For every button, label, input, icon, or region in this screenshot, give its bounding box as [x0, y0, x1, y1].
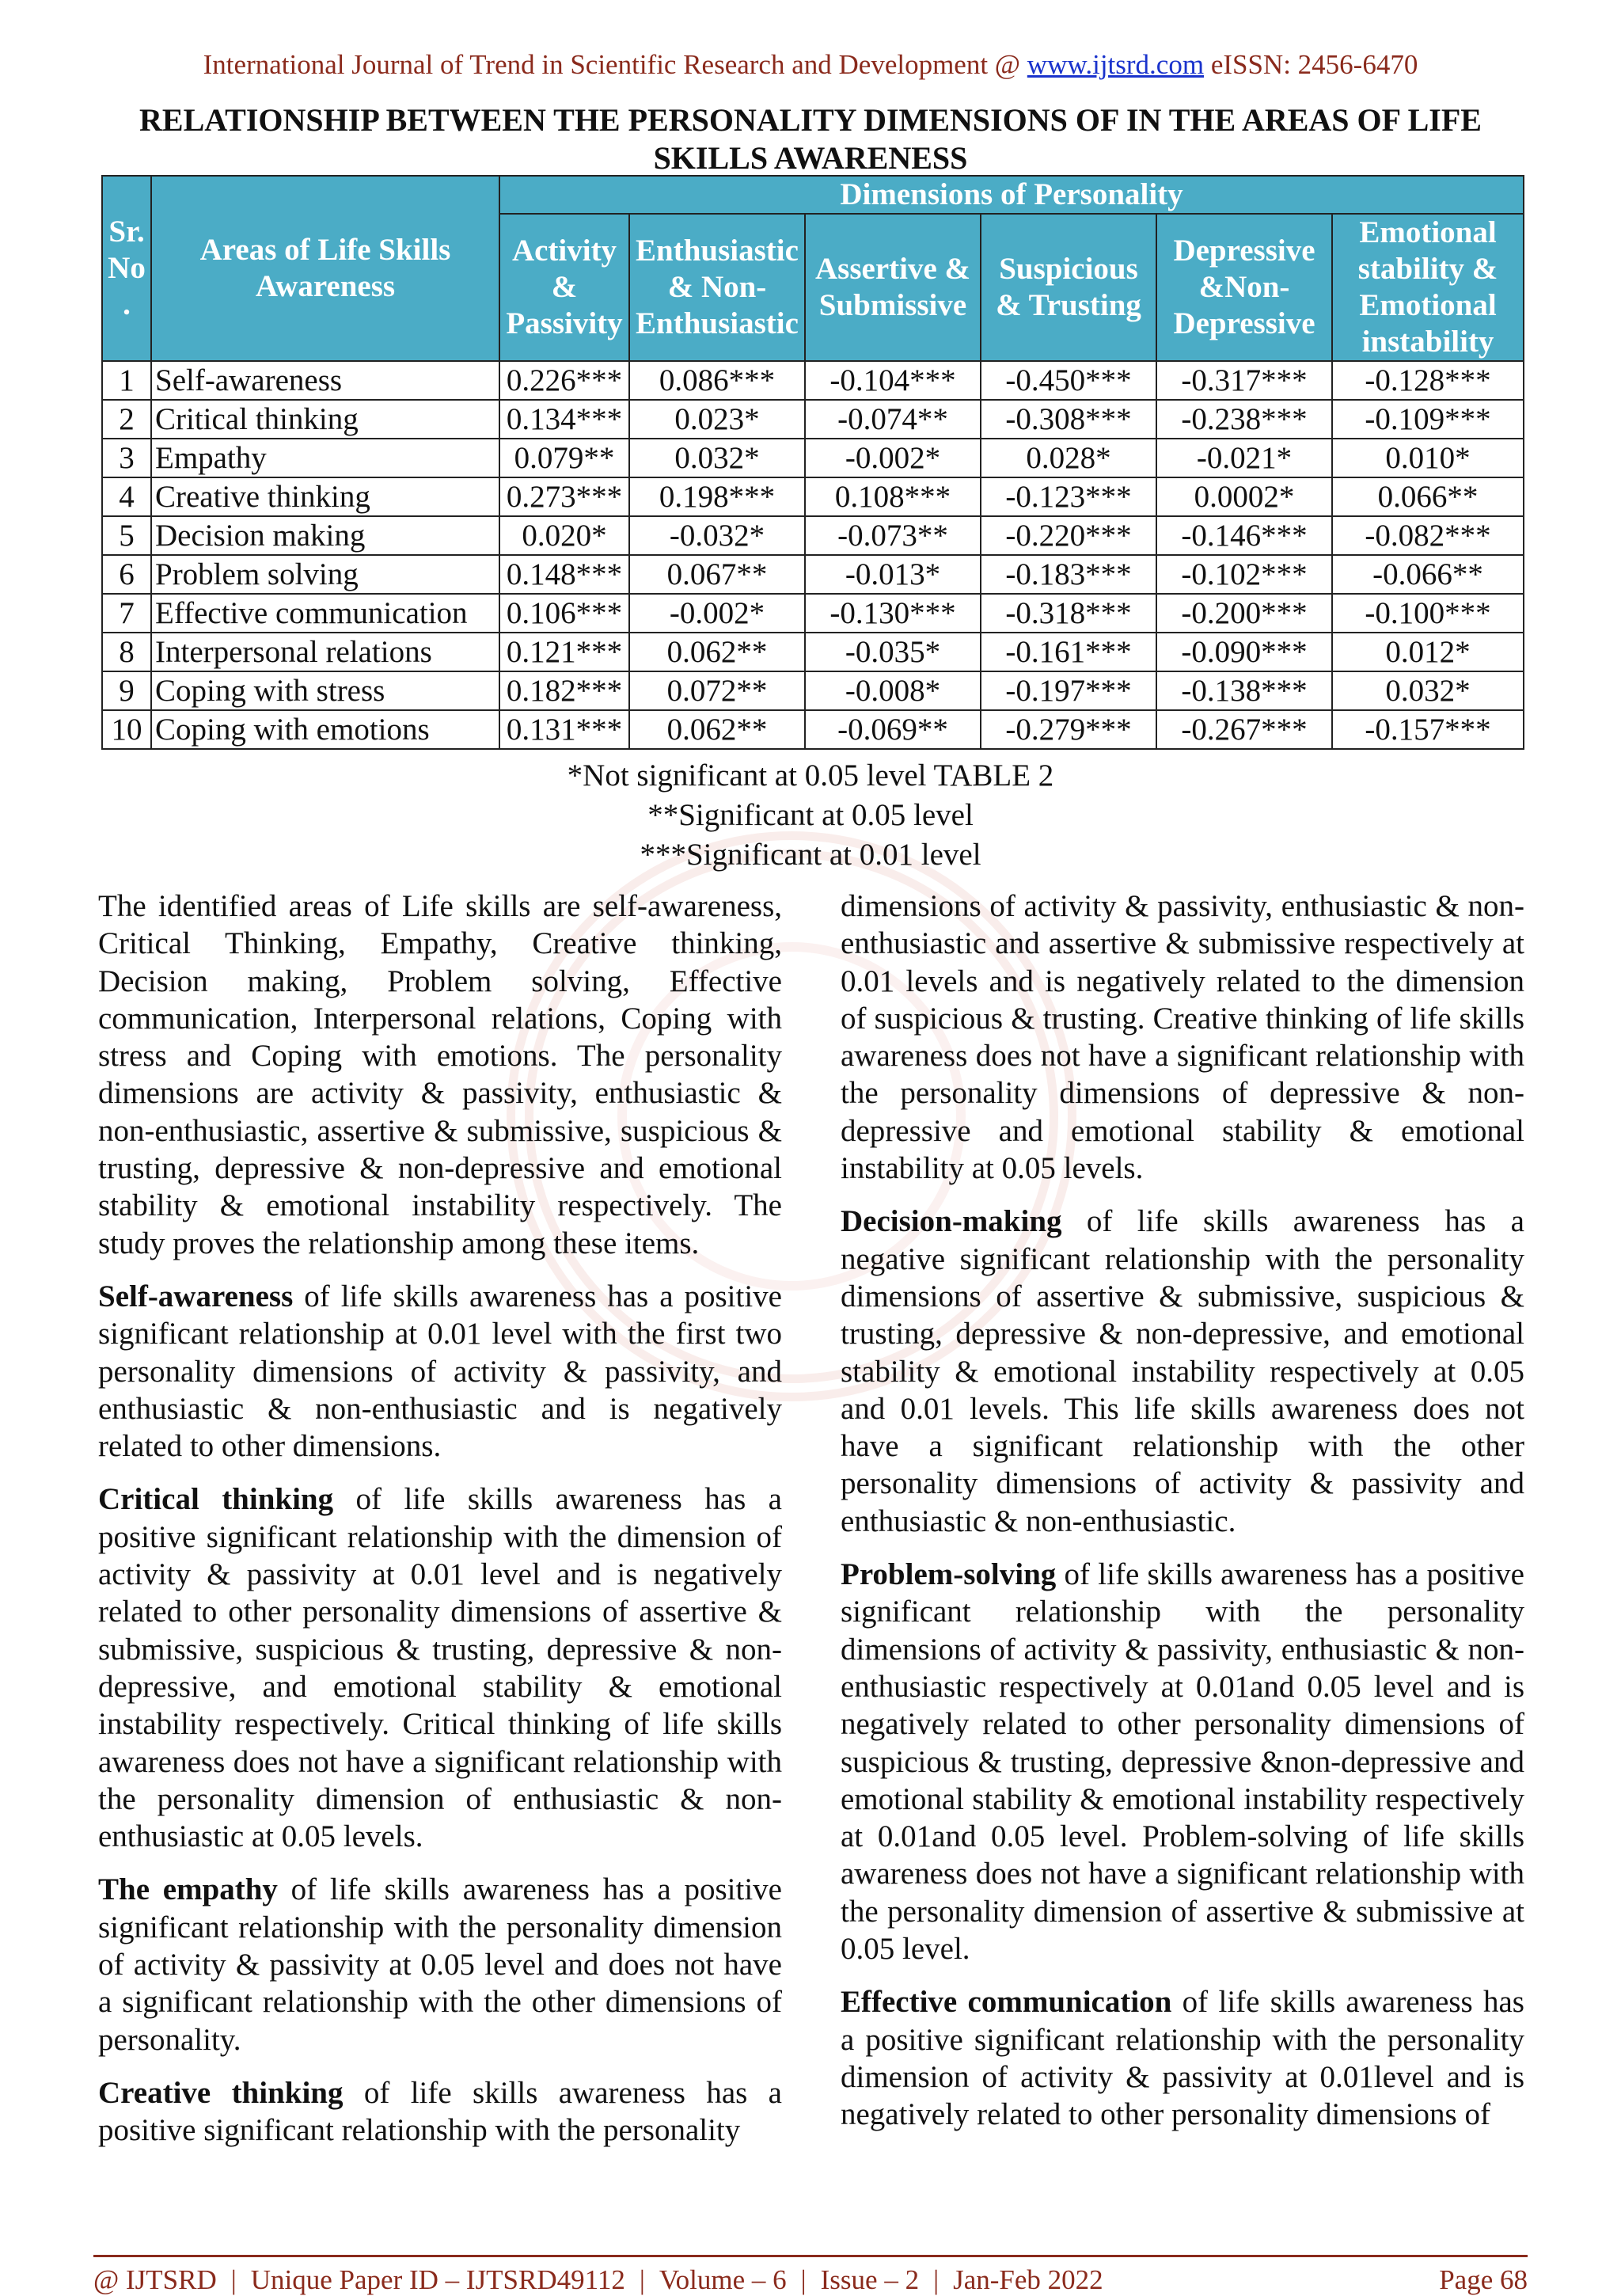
- cell-correlation: -0.308***: [981, 400, 1156, 439]
- paragraph-text: The identified areas of Life skills are self-awareness, Critical Thinking, Empathy, Creative thinking, Decision making, Problem solving, Effective communication, Interpersonal relations, Coping with stress and Coping with emotions. The personality dimensions are activity & passivity, enthusiastic & non-enthusiastic, assertive & submissive, suspicious & trusting, depressive & non-depressive and emotional stability & emotional instability respectively. The study proves the relationship among these items.: [98, 889, 782, 1260]
- cell-srno: 5: [102, 516, 151, 555]
- table-row: [102, 516, 1524, 555]
- cell-correlation: 0.121***: [499, 633, 629, 671]
- cell-correlation: 0.106***: [499, 594, 629, 633]
- cell-correlation: -0.157***: [1332, 710, 1524, 749]
- correlation-table: [101, 175, 1524, 750]
- paragraph-lead-term: Creative thinking: [98, 2075, 344, 2110]
- cell-correlation: -0.238***: [1156, 400, 1332, 439]
- table-row: [102, 400, 1524, 439]
- cell-correlation: 0.108***: [805, 477, 981, 516]
- cell-correlation: 0.062**: [629, 633, 805, 671]
- cell-area: Coping with emotions: [151, 710, 499, 749]
- cell-correlation: -0.074**: [805, 400, 981, 439]
- cell-correlation: 0.020*: [499, 516, 629, 555]
- paragraph-text: of life skills awareness has a positive significant relationship at 0.01 level with the first two personality dimensions of activity & passivity, and enthusiastic & non-enthusiastic and is negatively related to other dimensions.: [98, 1279, 782, 1464]
- cell-correlation: -0.450***: [981, 361, 1156, 400]
- body-paragraph: [841, 888, 1524, 1187]
- table-row: [102, 555, 1524, 594]
- cell-correlation: -0.123***: [981, 477, 1156, 516]
- cell-correlation: 0.086***: [629, 361, 805, 400]
- paragraph-text: dimensions of activity & passivity, enthusiastic & non-enthusiastic and assertive & submissive respectively at 0.01 levels and is negatively related to the dimension of suspicious & trusting. Creative thinking of life skills awareness does not have a significant relationship with the personality dimensions of depressive & non-depressive and emotional stability & emotional instability at 0.05 levels.: [841, 889, 1524, 1186]
- footer-journal: @ IJTSRD: [93, 2264, 217, 2295]
- cell-area: Problem solving: [151, 555, 499, 594]
- cell-correlation: 0.182***: [499, 671, 629, 710]
- body-column-right: [841, 888, 1524, 2150]
- running-header: [0, 49, 1621, 81]
- paragraph-text: of life skills awareness has a positive significant relationship with the personality dimensions of activity & passivity, enthusiastic & non-enthusiastic respectively at 0.01and 0.05 level and is negatively related to other personality dimensions of suspicious & trusting, depressive &non-depressive and emotional stability & emotional instability respectively at 0.01and 0.05 level. Problem-solving of life skills awareness does not have a significant relationship with the personality dimension of assertive & submissive at 0.05 level.: [841, 1557, 1524, 1967]
- footer-separator: |: [800, 2264, 807, 2295]
- cell-correlation: 0.067**: [629, 555, 805, 594]
- cell-correlation: 0.032*: [629, 439, 805, 477]
- cell-srno: 2: [102, 400, 151, 439]
- cell-correlation: -0.090***: [1156, 633, 1332, 671]
- cell-srno: 6: [102, 555, 151, 594]
- footer-issue: Issue – 2: [820, 2264, 920, 2295]
- cell-area: Critical thinking: [151, 400, 499, 439]
- cell-correlation: 0.012*: [1332, 633, 1524, 671]
- footer-volume: Volume – 6: [659, 2264, 787, 2295]
- cell-correlation: -0.032*: [629, 516, 805, 555]
- table-row: [102, 594, 1524, 633]
- running-footer: [93, 2264, 1528, 2296]
- cell-correlation: 0.131***: [499, 710, 629, 749]
- journal-issn: eISSN: 2456-6470: [1204, 49, 1418, 80]
- header-dimension: Activity & Passivity: [499, 214, 629, 361]
- note-significant-005: **Significant at 0.05 level: [647, 798, 974, 832]
- cell-correlation: 0.062**: [629, 710, 805, 749]
- header-dimensions-group: Dimensions of Personality: [499, 176, 1524, 214]
- footer-divider: [93, 2255, 1528, 2257]
- cell-correlation: 0.273***: [499, 477, 629, 516]
- cell-correlation: 0.010*: [1332, 439, 1524, 477]
- footer-page-number: Page 68: [1439, 2264, 1528, 2295]
- journal-url-link[interactable]: www.ijtsrd.com: [1027, 49, 1205, 80]
- paragraph-lead-term: Decision-making: [841, 1204, 1062, 1239]
- cell-correlation: -0.279***: [981, 710, 1156, 749]
- cell-srno: 1: [102, 361, 151, 400]
- paragraph-text: of life skills awareness has a positive significant relationship with the personality dimension of activity & passivity at 0.01level and is negatively related to other personality dimensions of: [841, 1985, 1524, 2132]
- cell-area: Empathy: [151, 439, 499, 477]
- cell-correlation: -0.317***: [1156, 361, 1332, 400]
- table-row: [102, 671, 1524, 710]
- cell-srno: 4: [102, 477, 151, 516]
- cell-correlation: 0.028*: [981, 439, 1156, 477]
- journal-name: International Journal of Trend in Scientific Research and Development @: [203, 49, 1027, 80]
- cell-srno: 10: [102, 710, 151, 749]
- cell-area: Interpersonal relations: [151, 633, 499, 671]
- cell-correlation: 0.023*: [629, 400, 805, 439]
- header-dimension: Assertive & Submissive: [805, 214, 981, 361]
- cell-area: Coping with stress: [151, 671, 499, 710]
- table-notes: [0, 756, 1621, 875]
- cell-area: Effective communication: [151, 594, 499, 633]
- cell-correlation: -0.066**: [1332, 555, 1524, 594]
- cell-area: Decision making: [151, 516, 499, 555]
- body-column-left: [98, 888, 782, 2165]
- cell-correlation: -0.109***: [1332, 400, 1524, 439]
- cell-correlation: -0.021*: [1156, 439, 1332, 477]
- cell-correlation: -0.102***: [1156, 555, 1332, 594]
- header-srno: Sr. No .: [102, 176, 151, 361]
- footer-paper-id: Unique Paper ID – IJTSRD49112: [250, 2264, 625, 2295]
- cell-correlation: 0.148***: [499, 555, 629, 594]
- table-row: [102, 439, 1524, 477]
- cell-srno: 8: [102, 633, 151, 671]
- cell-correlation: 0.066**: [1332, 477, 1524, 516]
- cell-area: Creative thinking: [151, 477, 499, 516]
- footer-separator: |: [230, 2264, 237, 2295]
- cell-correlation: -0.073**: [805, 516, 981, 555]
- cell-srno: 7: [102, 594, 151, 633]
- cell-correlation: 0.0002*: [1156, 477, 1332, 516]
- body-paragraph: [98, 888, 782, 1262]
- body-paragraph: [841, 1556, 1524, 1967]
- cell-srno: 3: [102, 439, 151, 477]
- body-paragraph: [841, 1203, 1524, 1540]
- header-dimension: Suspicious & Trusting: [981, 214, 1156, 361]
- cell-correlation: -0.035*: [805, 633, 981, 671]
- cell-correlation: -0.161***: [981, 633, 1156, 671]
- footer-separator: |: [639, 2264, 645, 2295]
- paragraph-lead-term: Effective communication: [841, 1985, 1172, 2020]
- note-significant-001: ***Significant at 0.01 level: [640, 838, 981, 872]
- cell-correlation: -0.069**: [805, 710, 981, 749]
- header-area: Areas of Life Skills Awareness: [151, 176, 499, 361]
- cell-area: Self-awareness: [151, 361, 499, 400]
- cell-correlation: -0.138***: [1156, 671, 1332, 710]
- body-paragraph: [98, 2074, 782, 2150]
- note-not-significant: *Not significant at 0.05 level TABLE 2: [567, 758, 1054, 793]
- header-dimension: Enthusiastic & Non-Enthusiastic: [629, 214, 805, 361]
- cell-correlation: -0.128***: [1332, 361, 1524, 400]
- table-title: RELATIONSHIP BETWEEN THE PERSONALITY DIMENSIONS OF IN THE AREAS OF LIFE SKILLS AWARENESS: [139, 102, 1482, 176]
- cell-correlation: -0.130***: [805, 594, 981, 633]
- cell-correlation: -0.318***: [981, 594, 1156, 633]
- paragraph-text: of life skills awareness has a positive significant relationship with the personality dimension of activity & passivity at 0.05 level and does not have a significant relationship with the other dimensions of personality.: [98, 1872, 782, 2057]
- paragraph-text: of life skills awareness has a positive significant relationship with the personality: [98, 2075, 782, 2148]
- table-row: [102, 710, 1524, 749]
- body-paragraph: [841, 1983, 1524, 2133]
- cell-correlation: -0.082***: [1332, 516, 1524, 555]
- cell-srno: 9: [102, 671, 151, 710]
- footer-separator: |: [933, 2264, 940, 2295]
- cell-correlation: -0.013*: [805, 555, 981, 594]
- cell-correlation: 0.134***: [499, 400, 629, 439]
- cell-correlation: -0.197***: [981, 671, 1156, 710]
- cell-correlation: -0.220***: [981, 516, 1156, 555]
- table-row: [102, 477, 1524, 516]
- cell-correlation: 0.198***: [629, 477, 805, 516]
- cell-correlation: 0.072**: [629, 671, 805, 710]
- paragraph-lead-term: Critical thinking: [98, 1482, 334, 1517]
- cell-correlation: -0.267***: [1156, 710, 1332, 749]
- cell-correlation: -0.104***: [805, 361, 981, 400]
- table-row: [102, 361, 1524, 400]
- header-dimension: Depressive &Non-Depressive: [1156, 214, 1332, 361]
- footer-date: Jan-Feb 2022: [953, 2264, 1103, 2295]
- cell-correlation: 0.032*: [1332, 671, 1524, 710]
- body-paragraph: [98, 1278, 782, 1465]
- cell-correlation: -0.002*: [805, 439, 981, 477]
- cell-correlation: -0.100***: [1332, 594, 1524, 633]
- header-dimension: Emotional stability & Emotional instability: [1332, 214, 1524, 361]
- cell-correlation: -0.146***: [1156, 516, 1332, 555]
- body-paragraph: [98, 1871, 782, 2058]
- table-row: [102, 633, 1524, 671]
- cell-correlation: -0.183***: [981, 555, 1156, 594]
- paragraph-text: of life skills awareness has a negative significant relationship with the personality dimensions of assertive & submissive, suspicious & trusting, depressive & non-depressive, and emotional stability & emotional instability respectively at 0.05 and 0.01 levels. This life skills awareness does not have a significant relationship with the other personality dimensions of activity & passivity and enthusiastic & non-enthusiastic.: [841, 1204, 1524, 1538]
- cell-correlation: 0.079**: [499, 439, 629, 477]
- cell-correlation: -0.200***: [1156, 594, 1332, 633]
- paragraph-text: of life skills awareness has a positive significant relationship with the dimension of activity & passivity at 0.01 level and is negatively related to other personality dimensions of assertive & submissive, suspicious & trusting, depressive & non-depressive, and emotional stability & emotional instability respectively. Critical thinking of life skills awareness does not have a significant relationship with the personality dimension of enthusiastic & non-enthusiastic at 0.05 levels.: [98, 1482, 782, 1854]
- cell-correlation: -0.008*: [805, 671, 981, 710]
- body-paragraph: [98, 1481, 782, 1855]
- table-body: [102, 361, 1524, 749]
- paragraph-lead-term: Problem-solving: [841, 1557, 1057, 1592]
- paragraph-lead-term: The empathy: [98, 1872, 278, 1907]
- cell-correlation: -0.002*: [629, 594, 805, 633]
- paragraph-lead-term: Self-awareness: [98, 1279, 294, 1313]
- cell-correlation: 0.226***: [499, 361, 629, 400]
